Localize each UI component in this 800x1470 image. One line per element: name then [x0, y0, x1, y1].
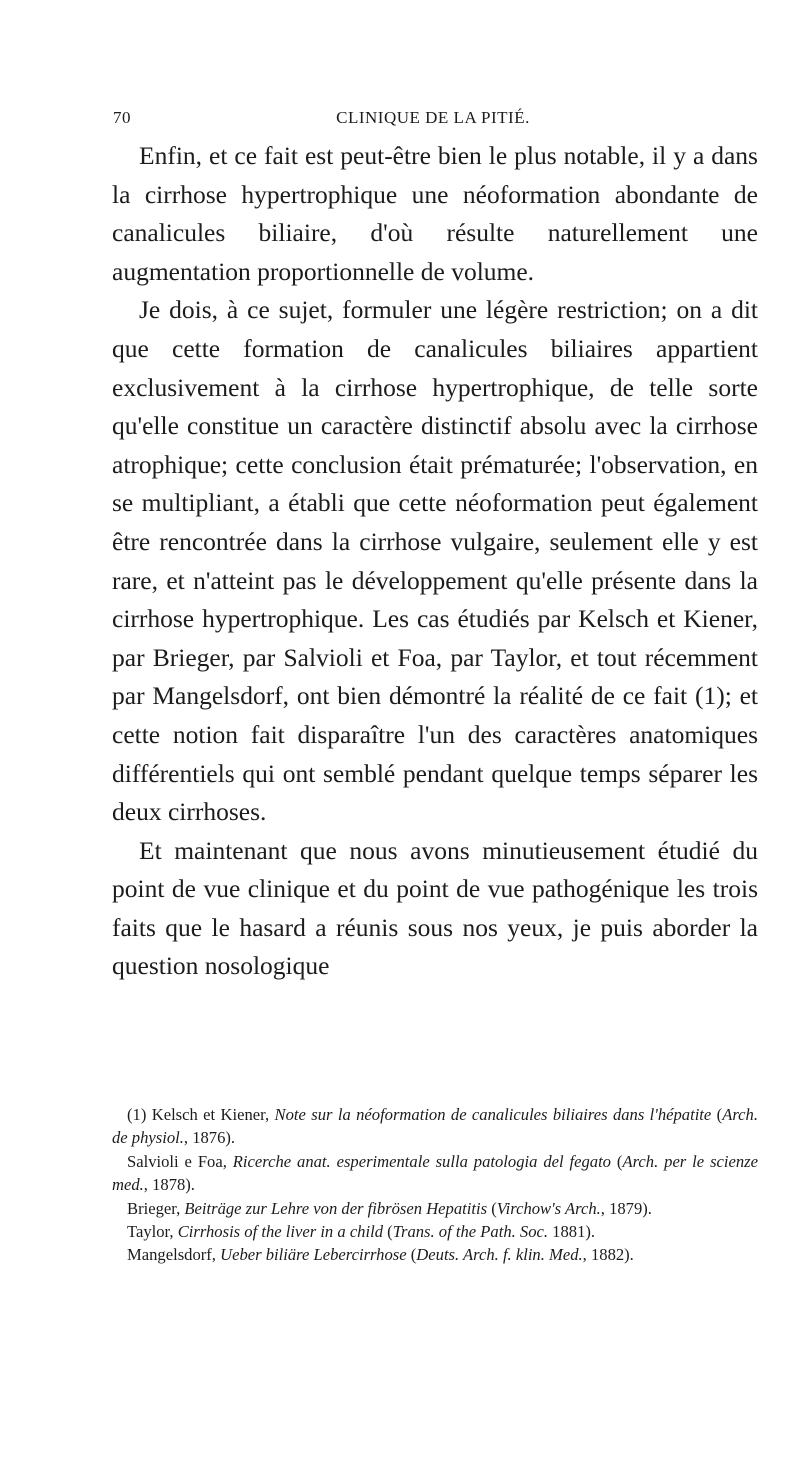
footnote-journal: Virchow's Arch. [496, 1198, 601, 1218]
footnote-punct: ( [383, 1222, 393, 1242]
footnote-journal: Deuts. Arch. f. klin. Med. [416, 1245, 583, 1265]
footnote [112, 1243, 758, 1266]
footnote-punct: ( [487, 1198, 497, 1218]
paragraph: Et maintenant que nous avons minutieusement étudié du point de vue clinique et du point de vue pathogénique les trois faits que le hasard a réunis sous nos yeux, je puis aborder la question nosologique [112, 835, 758, 981]
footnote-year: , 1879). [600, 1198, 652, 1218]
footnote-title: Ricerche anat. esperimentale sulla patologia del fegato [232, 1151, 611, 1171]
footnote-title: Cirrhosis of the liver in a child [177, 1222, 383, 1242]
footnote [112, 1103, 758, 1150]
footnote-author: Brieger, [127, 1198, 185, 1218]
footnote-author: Mangelsdorf, [127, 1245, 221, 1265]
footnote-punct: ( [406, 1245, 417, 1265]
footnote-year: , 1878). [143, 1175, 195, 1195]
footnote-journal: Arch. de physiol. [112, 1105, 758, 1148]
footnote-title: Ueber biliäre Lebercirrhose [220, 1245, 407, 1265]
paragraph: Je dois, à ce sujet, formuler une légère restriction; on a dit que cette formation de canalicules biliaires appartient exclusivement à la cirrhose hypertrophique, de telle sorte qu'elle constitue un caractère distinctif absolu avec la cirrhose atrophique; cette conclusion était prématurée; l'observation, en se multipliant, a établi que cette néoformation peut également être rencontrée dans la cirrhose vulgaire, seulement elle y est rare, et n'atteint pas le développement qu'elle présente dans la cirrhose hypertrophique. Les cas étudiés par Kelsch et Kiener, par Brieger, par Salvioli et Foa, par Taylor, et tout récemment par Mangelsdorf, ont bien démontré la réalité de ce fait (1); et cette notion fait disparaître l'un des caractères anatomiques différentiels qui ont semblé pendant quelque temps séparer les deux cirrhoses. [112, 295, 758, 827]
footnote-title: Note sur la néoformation de canalicules biliaires dans l'hépatite [274, 1105, 712, 1124]
footnote [112, 1150, 758, 1197]
footnote [112, 1220, 758, 1243]
page-number: 70 [113, 108, 131, 127]
footnotes [112, 1103, 758, 1267]
footnote-year: , 1876). [183, 1128, 236, 1148]
footnote-journal: Arch. per le scienze med. [112, 1151, 758, 1195]
footnote-punct: ( [610, 1151, 623, 1171]
footnote-journal: Trans. of the Path. Soc. [392, 1222, 549, 1242]
footnote-author: Taylor, [127, 1222, 178, 1242]
footnote-author: Salvioli e Foa, [127, 1151, 233, 1171]
paragraph: Enfin, et ce fait est peut-être bien le plus notable, il y a dans la cirrhose hypertrophique une néoformation abondante de canalicules biliaire, d'où résulte naturellement une augmentation proportionnelle de volume. [112, 141, 758, 286]
running-title: CLINIQUE DE LA PITIÉ. [336, 108, 530, 127]
footnote-year: , 1882). [582, 1245, 634, 1265]
running-header [113, 108, 753, 130]
main-text [112, 137, 758, 986]
footnote-punct: ( [711, 1105, 723, 1124]
footnote-author: (1) Kelsch et Kiener, [127, 1105, 275, 1124]
footnote-year: 1881). [548, 1222, 596, 1242]
footnote [112, 1197, 758, 1220]
footnote-title: Beiträge zur Lehre von der fibrösen Hepatitis [184, 1198, 488, 1218]
